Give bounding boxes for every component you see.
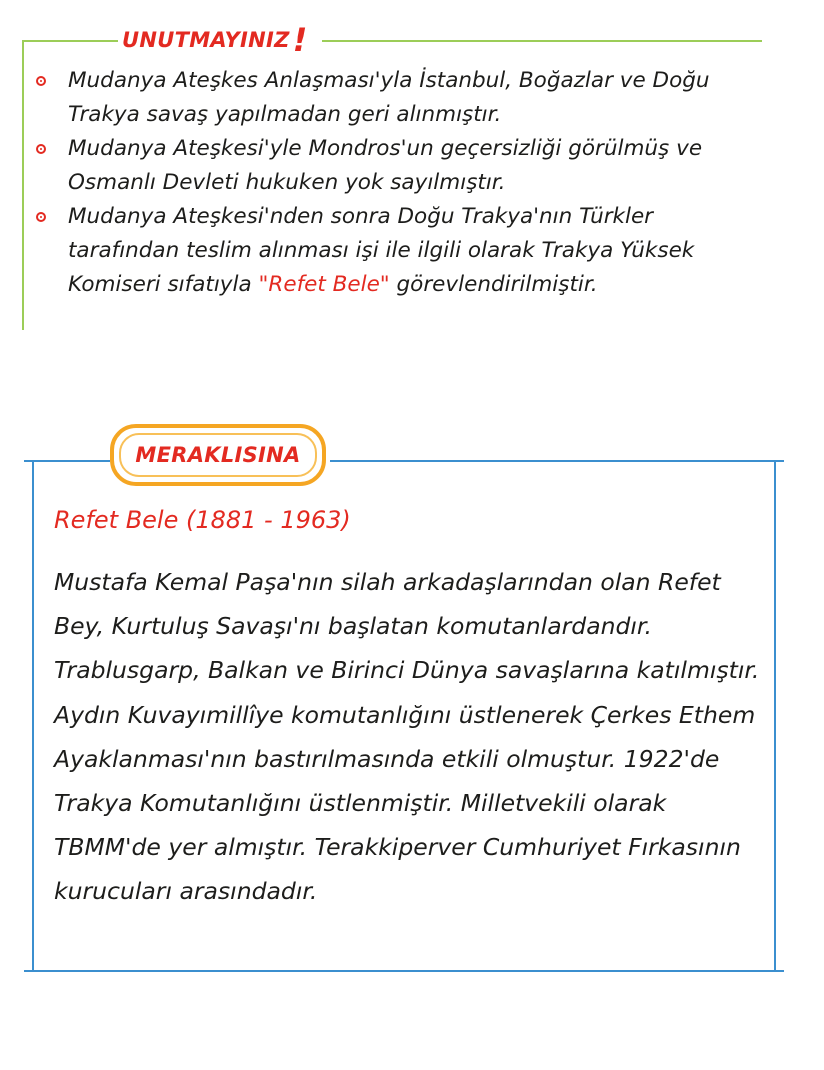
exclamation-icon: ! <box>292 21 308 59</box>
refet-bele-heading: Refet Bele (1881 - 1963) <box>54 506 351 534</box>
unutmayiniz-border-left <box>22 40 24 330</box>
meraklisina-border-top-left <box>24 460 110 462</box>
meraklisina-box <box>24 443 784 972</box>
unutmayiniz-border-top-left <box>22 40 118 42</box>
meraklisina-badge <box>110 424 326 486</box>
meraklisina-body: Mustafa Kemal Paşa'nın silah arkadaşlarından olan Refet Bey, Kurtuluş Savaşı'nı başlatan komutanlardandır. Trablusgarp, Balkan ve Birinci Dünya savaşlarına katılmıştır. Aydın Kuvayımillîye komutanlığını üstlenerek Çerkes Ethem Ayaklanması'nın bastırılmasında etkili olmuştur. 1922'de Trakya Komutanlığını üstlenmiştir. Milletvekili olarak TBMM'de yer almıştır. Terakkiperver Cumhuriyet Fırkasının kurucuları arasındadır. <box>54 568 760 906</box>
bullet-text-before: Mudanya Ateşkesi'nden sonra Doğu Trakya'nın Türkler tarafından teslim alınması işi ile ilgili olarak Trakya Yüksek Komiseri sıfatıyla <box>68 204 695 297</box>
bullet-text: Mudanya Ateşkes Anlaşması'yla İstanbul, Boğazlar ve Doğu Trakya savaş yapılmadan geri alınmıştır. <box>68 68 710 127</box>
meraklisina-border-bottom <box>24 970 784 972</box>
bullet-item <box>32 132 752 200</box>
meraklisina-border-right <box>774 460 776 972</box>
bullet-circle-icon <box>36 144 46 154</box>
meraklisina-border-left <box>32 460 34 972</box>
bullet-item <box>32 64 752 132</box>
bullet-item <box>32 200 752 302</box>
bullet-text: Mudanya Ateşkesi'yle Mondros'un geçersizliği görülmüş ve Osmanlı Devleti hukuken yok sayılmıştır. <box>68 136 703 195</box>
refet-bele-highlight: "Refet Bele" <box>258 272 390 297</box>
meraklisina-title: MERAKLISINA <box>135 443 301 467</box>
bullet-text-after: görevlendirilmiştir. <box>389 272 598 297</box>
unutmayiniz-title: UNUTMAYINIZ <box>122 28 290 52</box>
meraklisina-border-top-right <box>330 460 784 462</box>
unutmayiniz-border-top-right <box>322 40 762 42</box>
unutmayiniz-heading <box>122 20 308 60</box>
bullet-circle-icon <box>36 212 46 222</box>
unutmayiniz-bullet-list <box>32 64 752 302</box>
bullet-circle-icon <box>36 76 46 86</box>
